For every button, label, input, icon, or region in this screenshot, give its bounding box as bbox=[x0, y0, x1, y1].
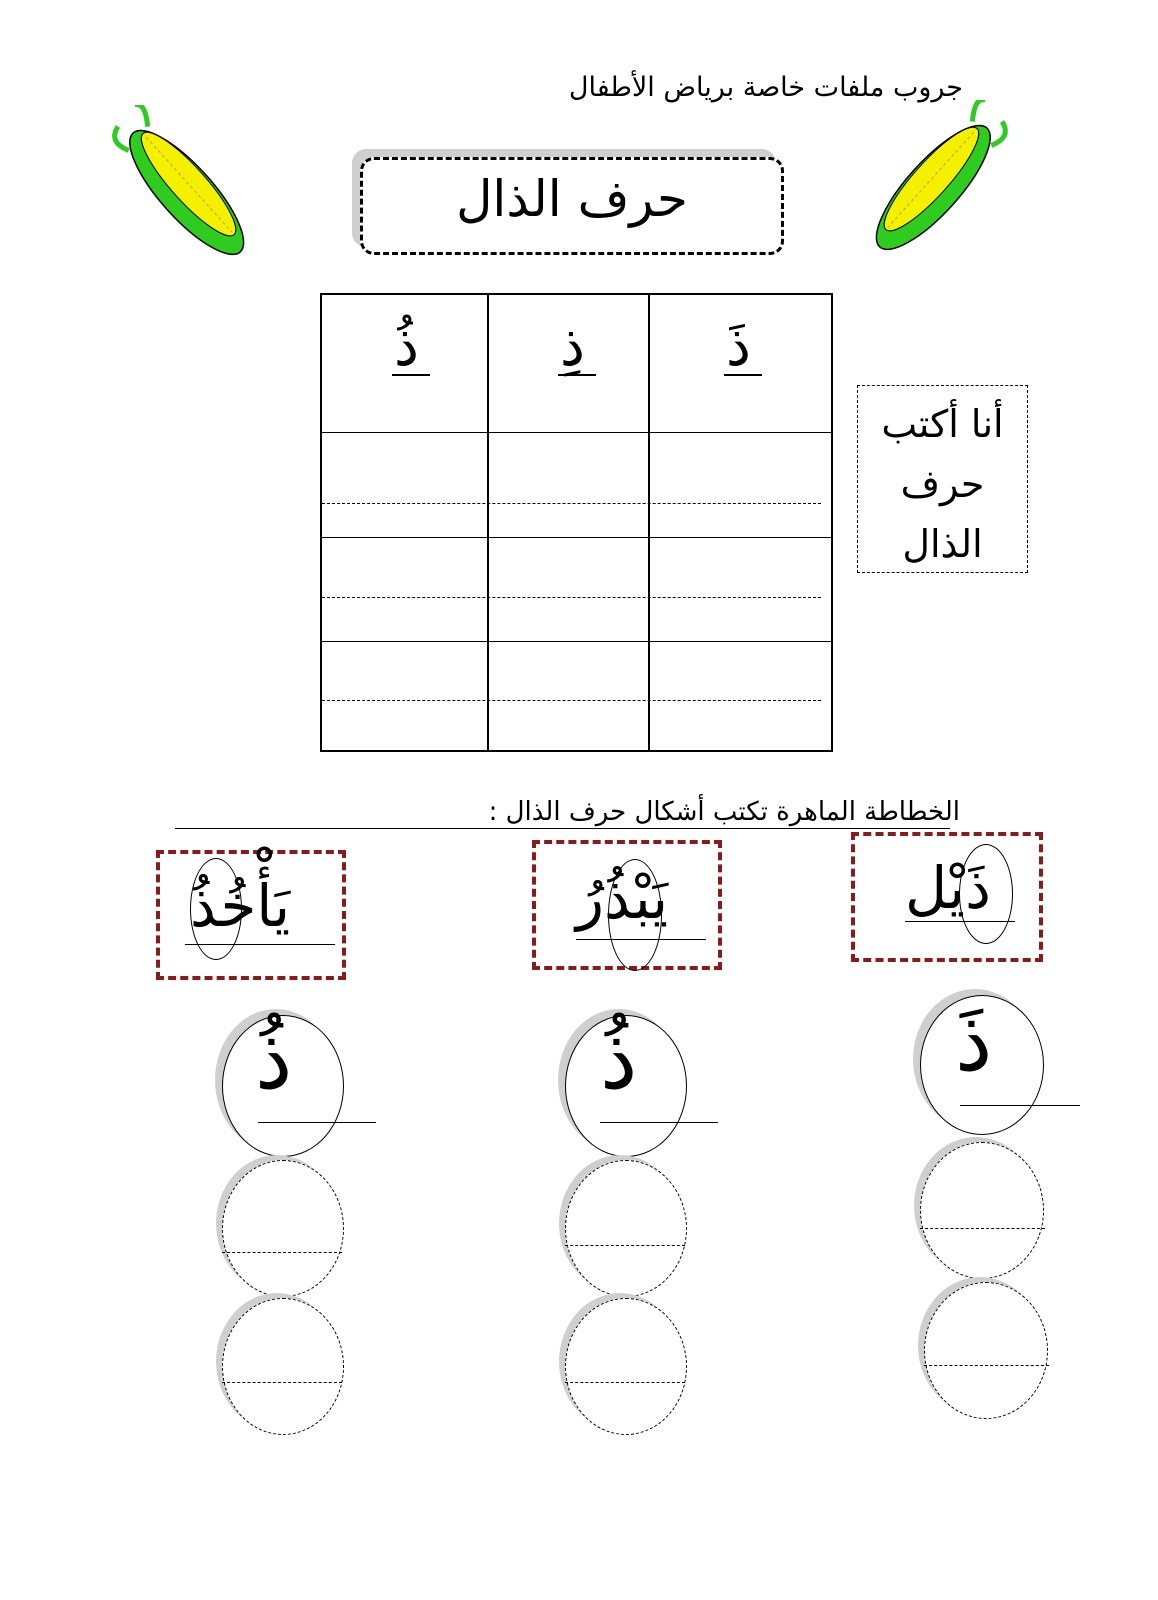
practice-circle-empty[interactable] bbox=[920, 1142, 1044, 1279]
instruction-underline bbox=[175, 828, 950, 829]
practice-circle-empty[interactable] bbox=[565, 1160, 687, 1297]
practice-letter: ذُ bbox=[600, 1010, 638, 1108]
word-box-dhayl bbox=[851, 832, 1043, 962]
word-dhayl: ذَيْل bbox=[905, 854, 991, 922]
word-box-yabdhuru bbox=[532, 840, 722, 970]
corn-right-icon bbox=[855, 100, 1025, 260]
page-title: حرف الذال bbox=[456, 170, 688, 228]
header-text: جروب ملفات خاصة برياض الأطفال bbox=[568, 72, 963, 103]
side-note-line: حرف bbox=[900, 462, 985, 506]
letter-highlight-oval bbox=[608, 859, 662, 971]
practice-circle-empty[interactable] bbox=[222, 1298, 344, 1435]
practice-circle-empty[interactable] bbox=[565, 1298, 687, 1435]
word-yakhudhu: يَأْخُذُ bbox=[190, 872, 291, 940]
side-note-box bbox=[857, 385, 1028, 573]
table-letter-damma: ذُ bbox=[394, 314, 419, 379]
practice-letter: ذُ bbox=[255, 1010, 293, 1108]
table-letter-kasra: ذِ bbox=[560, 314, 585, 379]
corn-left-icon bbox=[95, 105, 265, 265]
word-box-yakhudhu bbox=[156, 850, 346, 980]
letter-table bbox=[320, 293, 833, 752]
practice-letter: ذَ bbox=[955, 992, 993, 1090]
practice-circle-empty[interactable] bbox=[222, 1160, 344, 1297]
practice-circle-empty[interactable] bbox=[924, 1282, 1048, 1419]
side-note-line: الذال bbox=[902, 522, 983, 566]
side-note-line: أنا أكتب bbox=[881, 402, 1004, 446]
table-letter-fatha: ذَ bbox=[726, 314, 751, 379]
letter-highlight-oval bbox=[959, 844, 1013, 944]
instruction-text: الخطاطة الماهرة تكتب أشكال حرف الذال : bbox=[488, 797, 960, 827]
word-yabdhuru: يَبْذُرُ bbox=[576, 864, 669, 932]
title-box bbox=[360, 157, 784, 255]
